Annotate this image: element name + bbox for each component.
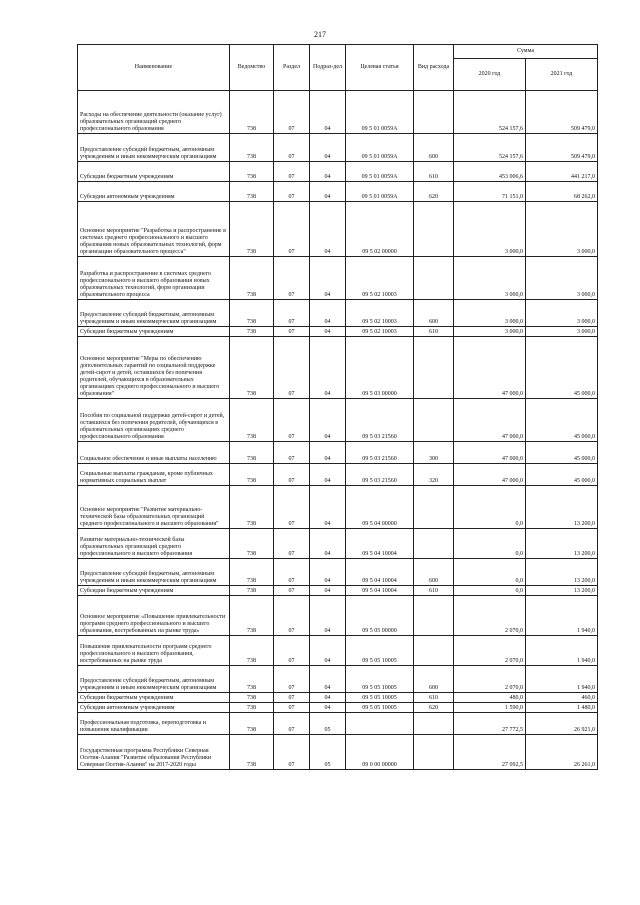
row-ved: 738: [230, 300, 274, 327]
row-vid: 600: [414, 134, 454, 162]
row-podrazdel: 04: [310, 399, 346, 442]
row-ved: 738: [230, 529, 274, 559]
row-podrazdel: 05: [310, 713, 346, 735]
row-razdel: 07: [274, 596, 310, 636]
row-ved: 738: [230, 596, 274, 636]
row-sum-2021: 13 200,0: [526, 486, 598, 529]
row-ved: 738: [230, 666, 274, 693]
budget-table: [77, 44, 598, 770]
row-vid: [414, 636, 454, 666]
table-row: [78, 486, 598, 529]
row-celevaya: 09 5 02 10003: [346, 300, 414, 327]
row-ved: 738: [230, 257, 274, 300]
row-celevaya: 09 5 04 10004: [346, 586, 414, 596]
row-celevaya: 09 5 01 0059А: [346, 134, 414, 162]
row-celevaya: 09 5 05 10005: [346, 636, 414, 666]
row-razdel: 07: [274, 399, 310, 442]
header-summa: Сумма: [454, 45, 598, 59]
row-sum-2021: 1 940,0: [526, 636, 598, 666]
row-name: Основное мероприятие "Развитие материально-технической базы образовательных организаций среднего профессионального и высшего образования": [78, 486, 230, 529]
row-podrazdel: 04: [310, 666, 346, 693]
row-razdel: 07: [274, 327, 310, 337]
table-row: [78, 162, 598, 182]
row-vid: 320: [414, 464, 454, 486]
row-razdel: 07: [274, 91, 310, 134]
row-name: Предоставление субсидий бюджетным, автономным учреждениям и иным некоммерческим организациям: [78, 666, 230, 693]
row-podrazdel: 04: [310, 134, 346, 162]
table-row: [78, 91, 598, 134]
row-ved: 738: [230, 337, 274, 399]
row-ved: 738: [230, 486, 274, 529]
row-sum-2020: 0,0: [454, 586, 526, 596]
row-name: Разработка и распространение в системах среднего профессионального и высшего образования новых образовательных технологий, форм организации образовательного процесса: [78, 257, 230, 300]
row-ved: 738: [230, 202, 274, 257]
row-sum-2021: 13 200,0: [526, 529, 598, 559]
row-name: Субсидии бюджетным учреждениям: [78, 693, 230, 703]
row-razdel: 07: [274, 486, 310, 529]
row-sum-2020: 0,0: [454, 529, 526, 559]
table-row: [78, 735, 598, 770]
table-row: [78, 713, 598, 735]
row-podrazdel: 04: [310, 162, 346, 182]
row-name: Пособия по социальной поддержке детей-сирот и детей, оставшихся без попечения родителей, обучающихся в образовательных организациях среднего профессионального образования: [78, 399, 230, 442]
row-sum-2020: 71 151,0: [454, 182, 526, 202]
row-sum-2020: 47 000,0: [454, 464, 526, 486]
row-podrazdel: 04: [310, 586, 346, 596]
row-celevaya: [346, 713, 414, 735]
row-sum-2020: 1 590,0: [454, 703, 526, 713]
row-podrazdel: 04: [310, 327, 346, 337]
row-vid: [414, 399, 454, 442]
row-podrazdel: 04: [310, 300, 346, 327]
table-row: [78, 399, 598, 442]
row-sum-2020: 2 070,0: [454, 596, 526, 636]
row-sum-2021: 509 479,0: [526, 134, 598, 162]
row-ved: 738: [230, 182, 274, 202]
row-celevaya: 09 5 01 0059А: [346, 162, 414, 182]
row-celevaya: 09 5 05 00000: [346, 596, 414, 636]
row-podrazdel: 04: [310, 596, 346, 636]
row-name: Расходы на обеспечение деятельности (оказание услуг) образовательных организаций среднего профессионального образования: [78, 91, 230, 134]
row-podrazdel: 04: [310, 182, 346, 202]
table-row: [78, 300, 598, 327]
row-sum-2020: 47 000,0: [454, 399, 526, 442]
row-vid: [414, 486, 454, 529]
row-vid: 620: [414, 182, 454, 202]
row-name: Субсидии автономным учреждениям: [78, 703, 230, 713]
row-razdel: 07: [274, 735, 310, 770]
row-podrazdel: 04: [310, 529, 346, 559]
table-row: [78, 257, 598, 300]
row-vid: [414, 202, 454, 257]
table-row: [78, 586, 598, 596]
row-vid: [414, 596, 454, 636]
row-razdel: 07: [274, 559, 310, 586]
row-vid: 610: [414, 162, 454, 182]
row-sum-2021: 13 200,0: [526, 586, 598, 596]
row-sum-2021: 1 940,0: [526, 596, 598, 636]
row-celevaya: 09 5 03 21560: [346, 399, 414, 442]
header-name: Наименование: [78, 45, 230, 91]
row-ved: 738: [230, 703, 274, 713]
table-row: [78, 442, 598, 464]
row-sum-2021: 3 000,0: [526, 300, 598, 327]
row-razdel: 07: [274, 162, 310, 182]
header-podrazdel: Подраз-дел: [310, 45, 346, 91]
row-podrazdel: 04: [310, 693, 346, 703]
row-sum-2021: 45 000,0: [526, 464, 598, 486]
row-ved: 738: [230, 134, 274, 162]
row-sum-2020: 3 000,0: [454, 202, 526, 257]
row-sum-2021: 68 262,0: [526, 182, 598, 202]
row-vid: 610: [414, 586, 454, 596]
row-vid: [414, 257, 454, 300]
row-celevaya: 09 5 02 10003: [346, 327, 414, 337]
row-vid: 600: [414, 300, 454, 327]
table-row: [78, 337, 598, 399]
row-celevaya: 09 5 05 10005: [346, 666, 414, 693]
row-ved: 738: [230, 464, 274, 486]
row-sum-2021: 13 200,0: [526, 559, 598, 586]
row-razdel: 07: [274, 666, 310, 693]
row-vid: [414, 529, 454, 559]
row-sum-2020: 2 070,0: [454, 666, 526, 693]
row-vid: 610: [414, 327, 454, 337]
row-razdel: 07: [274, 300, 310, 327]
row-podrazdel: 05: [310, 735, 346, 770]
row-sum-2021: 45 000,0: [526, 337, 598, 399]
row-sum-2020: 480,0: [454, 693, 526, 703]
row-ved: 738: [230, 586, 274, 596]
row-name: Повышение привлекательности программ среднего профессионального и высшего образования, востребованных на рынке труда: [78, 636, 230, 666]
row-razdel: 07: [274, 182, 310, 202]
row-podrazdel: 04: [310, 486, 346, 529]
row-celevaya: 09 5 05 10005: [346, 693, 414, 703]
row-name: Социальные выплаты гражданам, кроме публичных нормативных социальных выплат: [78, 464, 230, 486]
row-celevaya: 09 5 03 00000: [346, 337, 414, 399]
row-name: Основное мероприятие "Разработка и распространение в системах среднего профессионального и высшего образования новых образовательных технологий, форм организации образовательного процесса": [78, 202, 230, 257]
row-vid: [414, 735, 454, 770]
row-name: Социальное обеспечение и иные выплаты населению: [78, 442, 230, 464]
row-ved: 738: [230, 162, 274, 182]
row-sum-2021: 460,0: [526, 693, 598, 703]
row-name: Профессиональная подготовка, переподготовка и повышение квалификации: [78, 713, 230, 735]
table-header: [78, 45, 598, 91]
row-podrazdel: 04: [310, 91, 346, 134]
row-sum-2021: 509 479,0: [526, 91, 598, 134]
header-ved: Ведомство: [230, 45, 274, 91]
header-razdel: Раздел: [274, 45, 310, 91]
row-sum-2021: 45 000,0: [526, 442, 598, 464]
row-sum-2020: 27 092,5: [454, 735, 526, 770]
row-sum-2021: 3 000,0: [526, 257, 598, 300]
row-celevaya: 09 5 01 0059А: [346, 91, 414, 134]
table-row: [78, 703, 598, 713]
row-name: Предоставление субсидий бюджетным, автономным учреждениям и иным некоммерческим организациям: [78, 559, 230, 586]
row-podrazdel: 04: [310, 257, 346, 300]
page-number: 217: [314, 30, 326, 39]
row-ved: 738: [230, 735, 274, 770]
row-vid: [414, 713, 454, 735]
table-row: [78, 636, 598, 666]
row-name: Субсидии бюджетным учреждениям: [78, 586, 230, 596]
table-row: [78, 666, 598, 693]
row-ved: 738: [230, 91, 274, 134]
row-sum-2021: 1 940,0: [526, 666, 598, 693]
row-sum-2021: 26 261,0: [526, 735, 598, 770]
row-sum-2020: 47 000,0: [454, 337, 526, 399]
row-sum-2020: 0,0: [454, 486, 526, 529]
table-row: [78, 182, 598, 202]
row-vid: [414, 337, 454, 399]
header-vid: Вид расхода: [414, 45, 454, 91]
row-razdel: 07: [274, 257, 310, 300]
row-podrazdel: 04: [310, 337, 346, 399]
row-vid: 600: [414, 559, 454, 586]
row-sum-2020: 47 000,0: [454, 442, 526, 464]
row-sum-2020: 3 000,0: [454, 257, 526, 300]
row-sum-2021: 3 000,0: [526, 202, 598, 257]
row-ved: 738: [230, 327, 274, 337]
row-vid: [414, 91, 454, 134]
table-row: [78, 596, 598, 636]
row-celevaya: 09 5 04 10004: [346, 559, 414, 586]
row-razdel: 07: [274, 134, 310, 162]
table-row: [78, 559, 598, 586]
row-celevaya: 09 0 00 00000: [346, 735, 414, 770]
row-name: Субсидии автономным учреждениям: [78, 182, 230, 202]
row-celevaya: 09 5 03 21560: [346, 464, 414, 486]
row-vid: 600: [414, 666, 454, 693]
table-row: [78, 529, 598, 559]
row-razdel: 07: [274, 529, 310, 559]
row-name: Предоставление субсидий бюджетным, автономным учреждениям и иным некоммерческим организациям: [78, 134, 230, 162]
row-razdel: 07: [274, 713, 310, 735]
row-ved: 738: [230, 713, 274, 735]
row-razdel: 07: [274, 586, 310, 596]
row-celevaya: 09 5 03 21560: [346, 442, 414, 464]
row-razdel: 07: [274, 693, 310, 703]
row-name: Основное мероприятие «Повышение привлекательности программ среднего профессионального и высшего образования, востребованных на рынке труда»: [78, 596, 230, 636]
row-sum-2021: 26 921,0: [526, 713, 598, 735]
row-name: Субсидии бюджетным учреждениям: [78, 327, 230, 337]
row-ved: 738: [230, 559, 274, 586]
row-celevaya: 09 5 05 10005: [346, 703, 414, 713]
row-sum-2020: 2 070,0: [454, 636, 526, 666]
header-celevaya: Целевая статья: [346, 45, 414, 91]
row-sum-2020: 453 006,6: [454, 162, 526, 182]
row-razdel: 07: [274, 464, 310, 486]
header-2021: 2021 год: [526, 59, 598, 91]
row-podrazdel: 04: [310, 202, 346, 257]
row-ved: 738: [230, 636, 274, 666]
row-sum-2020: 524 157,6: [454, 91, 526, 134]
row-celevaya: 09 5 01 0059А: [346, 182, 414, 202]
row-sum-2021: 3 000,0: [526, 327, 598, 337]
row-podrazdel: 04: [310, 464, 346, 486]
table-body: [78, 91, 598, 770]
header-2020: 2020 год: [454, 59, 526, 91]
row-podrazdel: 04: [310, 559, 346, 586]
row-celevaya: 09 5 04 00000: [346, 486, 414, 529]
row-razdel: 07: [274, 703, 310, 713]
row-vid: 610: [414, 693, 454, 703]
table-row: [78, 134, 598, 162]
table-row: [78, 464, 598, 486]
row-podrazdel: 04: [310, 636, 346, 666]
row-ved: 738: [230, 442, 274, 464]
row-razdel: 07: [274, 636, 310, 666]
row-razdel: 07: [274, 442, 310, 464]
row-sum-2020: 524 157,6: [454, 134, 526, 162]
table-row: [78, 202, 598, 257]
row-ved: 738: [230, 693, 274, 703]
row-name: Развитие материально-технической базы образовательных организаций среднего профессионального и высшего образования: [78, 529, 230, 559]
row-podrazdel: 04: [310, 442, 346, 464]
table-row: [78, 327, 598, 337]
row-name: Основное мероприятие "Меры по обеспечению дополнительных гарантий по социальной поддержке детей-сирот и детей, оставшихся без попечения родителей, обучающихся в образовательных организациях среднего профессионального и высшего образования": [78, 337, 230, 399]
row-razdel: 07: [274, 337, 310, 399]
row-sum-2020: 3 000,0: [454, 300, 526, 327]
row-name: Субсидии бюджетным учреждениям: [78, 162, 230, 182]
row-razdel: 07: [274, 202, 310, 257]
row-sum-2020: 27 772,5: [454, 713, 526, 735]
row-sum-2020: 3 000,0: [454, 327, 526, 337]
row-celevaya: 09 5 02 00000: [346, 202, 414, 257]
row-ved: 738: [230, 399, 274, 442]
row-name: Государственная программа Республики Северная Осетия-Алания "Развитие образования Республики Северная Осетия-Алания" на 2017-2020 годы: [78, 735, 230, 770]
row-podrazdel: 04: [310, 703, 346, 713]
row-sum-2021: 441 217,0: [526, 162, 598, 182]
row-celevaya: 09 5 04 10004: [346, 529, 414, 559]
row-sum-2021: 1 480,0: [526, 703, 598, 713]
row-sum-2021: 45 000,0: [526, 399, 598, 442]
row-vid: 300: [414, 442, 454, 464]
table-row: [78, 693, 598, 703]
row-sum-2020: 0,0: [454, 559, 526, 586]
row-vid: 620: [414, 703, 454, 713]
row-name: Предоставление субсидий бюджетным, автономным учреждениям и иным некоммерческим организациям: [78, 300, 230, 327]
row-celevaya: 09 5 02 10003: [346, 257, 414, 300]
